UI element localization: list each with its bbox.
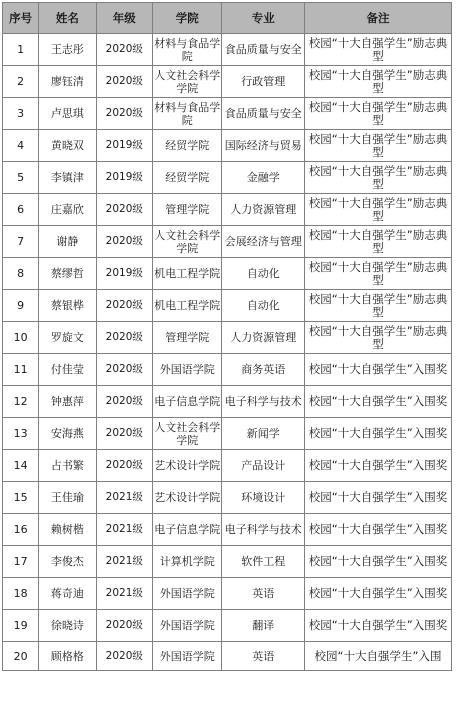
cell-college: 外国语学院 (152, 578, 221, 610)
cell-year: 2019级 (96, 130, 152, 162)
cell-college: 材料与食品学院 (152, 34, 221, 66)
cell-college: 经贸学院 (152, 162, 221, 194)
cell-college: 机电工程学院 (152, 290, 221, 322)
header-year: 年级 (96, 3, 152, 34)
cell-index: 9 (3, 290, 39, 322)
cell-year: 2021级 (96, 482, 152, 514)
cell-name: 付佳莹 (39, 354, 96, 386)
student-award-table (2, 2, 452, 671)
cell-name: 蔡缪哲 (39, 258, 96, 290)
cell-college: 经贸学院 (152, 130, 221, 162)
cell-college: 外国语学院 (152, 610, 221, 642)
cell-year: 2020级 (96, 450, 152, 482)
cell-college: 管理学院 (152, 194, 221, 226)
cell-major: 人力资源管理 (222, 322, 305, 354)
cell-year: 2020级 (96, 98, 152, 130)
cell-major: 新闻学 (222, 418, 305, 450)
cell-major: 电子科学与技术 (222, 514, 305, 546)
table-row (3, 418, 452, 450)
cell-name: 王志彤 (39, 34, 96, 66)
cell-major: 会展经济与管理 (222, 226, 305, 258)
table-row (3, 194, 452, 226)
cell-college: 外国语学院 (152, 642, 221, 671)
cell-index: 3 (3, 98, 39, 130)
cell-note: 校园“十大自强学生”励志典型 (304, 290, 451, 322)
cell-major: 翻译 (222, 610, 305, 642)
cell-college: 人文社会科学学院 (152, 226, 221, 258)
cell-year: 2020级 (96, 194, 152, 226)
cell-college: 机电工程学院 (152, 258, 221, 290)
table-row (3, 34, 452, 66)
cell-note: 校园“十大自强学生”励志典型 (304, 258, 451, 290)
cell-name: 安海燕 (39, 418, 96, 450)
cell-major: 自动化 (222, 290, 305, 322)
cell-index: 11 (3, 354, 39, 386)
cell-college: 计算机学院 (152, 546, 221, 578)
cell-note: 校园“十大自强学生”入围奖 (304, 578, 451, 610)
cell-college: 管理学院 (152, 322, 221, 354)
cell-note: 校园“十大自强学生”入围奖 (304, 386, 451, 418)
cell-name: 李俊杰 (39, 546, 96, 578)
table-header (3, 3, 452, 34)
cell-note: 校园“十大自强学生”入围奖 (304, 354, 451, 386)
table-row (3, 322, 452, 354)
cell-note: 校园“十大自强学生”励志典型 (304, 130, 451, 162)
cell-note: 校园“十大自强学生”入围奖 (304, 514, 451, 546)
cell-index: 5 (3, 162, 39, 194)
header-name: 姓名 (39, 3, 96, 34)
cell-note: 校园“十大自强学生”励志典型 (304, 226, 451, 258)
table-row (3, 66, 452, 98)
cell-college: 电子信息学院 (152, 514, 221, 546)
table-row (3, 450, 452, 482)
table-row (3, 482, 452, 514)
cell-college: 人文社会科学学院 (152, 66, 221, 98)
table-row (3, 386, 452, 418)
cell-major: 自动化 (222, 258, 305, 290)
cell-note: 校园“十大自强学生”励志典型 (304, 98, 451, 130)
header-row (3, 3, 452, 34)
cell-year: 2021级 (96, 514, 152, 546)
cell-index: 15 (3, 482, 39, 514)
cell-college: 艺术设计学院 (152, 482, 221, 514)
cell-college: 电子信息学院 (152, 386, 221, 418)
cell-major: 人力资源管理 (222, 194, 305, 226)
cell-note: 校园“十大自强学生”入围奖 (304, 450, 451, 482)
cell-name: 谢静 (39, 226, 96, 258)
cell-name: 王佳瑜 (39, 482, 96, 514)
cell-major: 商务英语 (222, 354, 305, 386)
cell-major: 产品设计 (222, 450, 305, 482)
table-row (3, 578, 452, 610)
cell-major: 电子科学与技术 (222, 386, 305, 418)
cell-note: 校园“十大自强学生”入围 (304, 642, 451, 671)
cell-index: 10 (3, 322, 39, 354)
table-row (3, 98, 452, 130)
cell-index: 13 (3, 418, 39, 450)
cell-name: 徐晓诗 (39, 610, 96, 642)
cell-index: 19 (3, 610, 39, 642)
cell-note: 校园“十大自强学生”入围奖 (304, 546, 451, 578)
cell-college: 艺术设计学院 (152, 450, 221, 482)
cell-name: 顾格格 (39, 642, 96, 671)
cell-name: 卢思琪 (39, 98, 96, 130)
table-row (3, 226, 452, 258)
cell-index: 16 (3, 514, 39, 546)
cell-year: 2020级 (96, 418, 152, 450)
cell-major: 食品质量与安全 (222, 98, 305, 130)
cell-index: 8 (3, 258, 39, 290)
cell-index: 17 (3, 546, 39, 578)
table-row (3, 546, 452, 578)
cell-year: 2020级 (96, 354, 152, 386)
cell-major: 环境设计 (222, 482, 305, 514)
table-row (3, 258, 452, 290)
cell-major: 行政管理 (222, 66, 305, 98)
cell-major: 英语 (222, 578, 305, 610)
cell-name: 罗旋文 (39, 322, 96, 354)
cell-name: 黄晓双 (39, 130, 96, 162)
cell-year: 2020级 (96, 226, 152, 258)
cell-year: 2021级 (96, 578, 152, 610)
cell-major: 食品质量与安全 (222, 34, 305, 66)
cell-index: 1 (3, 34, 39, 66)
table-row (3, 354, 452, 386)
cell-note: 校园“十大自强学生”入围奖 (304, 482, 451, 514)
cell-year: 2020级 (96, 610, 152, 642)
cell-name: 李镇津 (39, 162, 96, 194)
cell-note: 校园“十大自强学生”励志典型 (304, 194, 451, 226)
cell-major: 国际经济与贸易 (222, 130, 305, 162)
cell-year: 2020级 (96, 66, 152, 98)
table-row (3, 610, 452, 642)
cell-name: 钟惠萍 (39, 386, 96, 418)
table-row (3, 642, 452, 671)
cell-index: 6 (3, 194, 39, 226)
cell-major: 软件工程 (222, 546, 305, 578)
cell-note: 校园“十大自强学生”励志典型 (304, 34, 451, 66)
table-row (3, 514, 452, 546)
cell-note: 校园“十大自强学生”励志典型 (304, 322, 451, 354)
cell-name: 庄嘉欣 (39, 194, 96, 226)
cell-name: 廖钰清 (39, 66, 96, 98)
cell-name: 赖树楷 (39, 514, 96, 546)
cell-index: 14 (3, 450, 39, 482)
header-major: 专业 (222, 3, 305, 34)
cell-year: 2020级 (96, 322, 152, 354)
cell-major: 英语 (222, 642, 305, 671)
cell-year: 2019级 (96, 258, 152, 290)
cell-note: 校园“十大自强学生”入围奖 (304, 610, 451, 642)
cell-college: 人文社会科学学院 (152, 418, 221, 450)
cell-year: 2020级 (96, 34, 152, 66)
header-index: 序号 (3, 3, 39, 34)
cell-year: 2021级 (96, 546, 152, 578)
cell-name: 蒋奇迪 (39, 578, 96, 610)
table-row (3, 162, 452, 194)
cell-note: 校园“十大自强学生”励志典型 (304, 66, 451, 98)
cell-year: 2020级 (96, 290, 152, 322)
cell-note: 校园“十大自强学生”入围奖 (304, 418, 451, 450)
cell-note: 校园“十大自强学生”励志典型 (304, 162, 451, 194)
cell-year: 2019级 (96, 162, 152, 194)
cell-name: 占书繁 (39, 450, 96, 482)
cell-year: 2020级 (96, 386, 152, 418)
table-row (3, 290, 452, 322)
cell-major: 金融学 (222, 162, 305, 194)
cell-name: 蔡银桦 (39, 290, 96, 322)
table-body (3, 34, 452, 671)
cell-index: 4 (3, 130, 39, 162)
cell-year: 2020级 (96, 642, 152, 671)
header-college: 学院 (152, 3, 221, 34)
cell-index: 18 (3, 578, 39, 610)
table-row (3, 130, 452, 162)
cell-index: 12 (3, 386, 39, 418)
cell-index: 2 (3, 66, 39, 98)
cell-college: 外国语学院 (152, 354, 221, 386)
cell-college: 材料与食品学院 (152, 98, 221, 130)
header-note: 备注 (304, 3, 451, 34)
cell-index: 20 (3, 642, 39, 671)
cell-index: 7 (3, 226, 39, 258)
